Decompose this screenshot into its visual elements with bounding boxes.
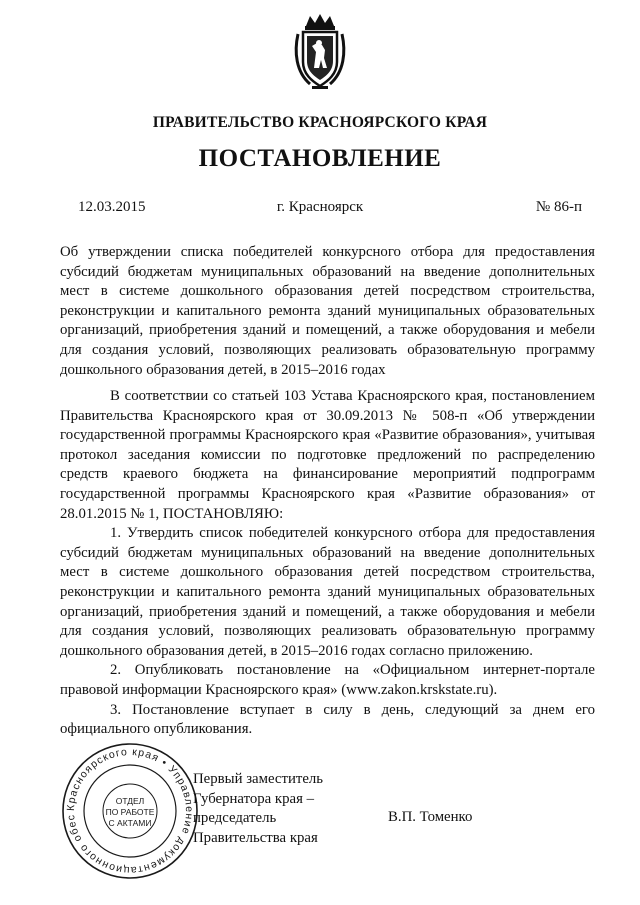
item-3-paragraph: 3. Постановление вступает в силу в день, следующий за днем его официального опубликования. xyxy=(60,701,595,738)
stamp-ring-text: Красноярского края • Управление документационного обес xyxy=(64,745,196,877)
position-line-2: Губернатора края – xyxy=(193,790,314,807)
signatory-position xyxy=(193,770,323,848)
document-city: г. Красноярск xyxy=(276,199,364,215)
position-line-1: Первый заместитель xyxy=(193,771,324,787)
document-subject: Об утверждении списка победителей конкурсного отбора для предоставления субсидий бюджетам муниципальных образований на введение дополнительных мест в системе дошкольного образования детей посредством строительства, реконструкции и капитального ремонта зданий муниципальных образовательных организаций, приобретения зданий и помещений, а также оборудования и мебели для создания условий, позволяющих реализовать образовательную программу дошкольного образования детей, в 2015–2016 годах xyxy=(60,244,595,378)
official-stamp xyxy=(60,741,200,881)
item-1-paragraph: 1. Утвердить список победителей конкурсного отбора для предоставления субсидий бюджетам муниципальных образований на введение дополнительных мест в системе дошкольного образования детей посредством строительства, реконструкции и капитального ремонта зданий муниципальных образовательных организаций, приобретения зданий и помещений, а также оборудования и мебели для создания условий, позволяющих реализовать образовательную программу дошкольного образования детей, в 2015–2016 годах согласно приложению. xyxy=(60,525,595,659)
item-2-paragraph: 2. Опубликовать постановление на «Официальном интернет-портале правовой информации Красноярского края» (www.zakon.krskstate.ru). xyxy=(60,662,595,698)
stamp-line-1: ОТДЕЛ xyxy=(115,796,145,806)
position-line-4: Правительства края xyxy=(193,829,318,846)
stamp-line-3: С АКТАМИ xyxy=(108,818,152,828)
preamble-paragraph: В соответствии со статьей 103 Устава Красноярского края, постановлением Правительства Красноярского края от 30.09.2013 № 508-п «Об утверждении государственной программы Красноярского края «Развитие образования», учитывая протокол заседания комиссии по подготовке предложений по распределению средств краевого бюджета на финансирование мероприятий подпрограмм государственной программы Красноярского края «Развитие образования» от 28.01.2015 № 1, ПОСТАНОВЛЯЮ: xyxy=(60,388,595,522)
document-type-title: ПОСТАНОВЛЕНИЕ xyxy=(198,145,442,172)
document-body xyxy=(60,387,595,740)
position-line-3: председатель xyxy=(193,810,277,827)
document-date: 12.03.2015 xyxy=(78,199,146,215)
document-number: № 86-п xyxy=(535,199,582,215)
signatory-name: В.П. Томенко xyxy=(388,809,473,825)
coat-of-arms-icon xyxy=(292,12,348,90)
government-name: ПРАВИТЕЛЬСТВО КРАСНОЯРСКОГО КРАЯ xyxy=(152,114,488,131)
stamp-line-2: ПО РАБОТЕ xyxy=(105,807,155,817)
